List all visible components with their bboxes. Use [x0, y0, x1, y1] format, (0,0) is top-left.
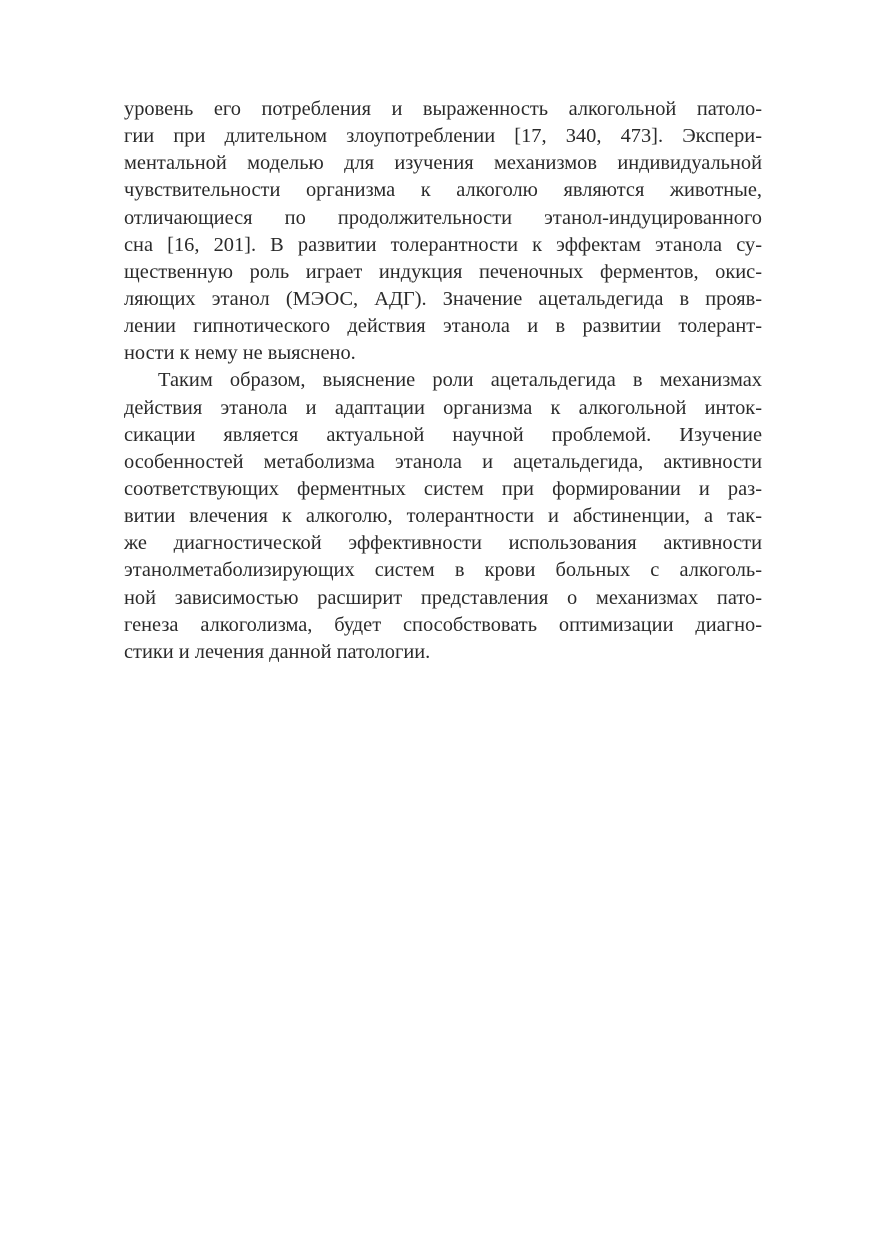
text-line: сна [16, 201]. В развитии толерантности к эффектам этанола су- — [124, 233, 762, 256]
text-line: отличающиеся по продолжительности этанол-индуцированного — [124, 206, 762, 229]
text-line: особенностей метаболизма этанола и ацетальдегида, активности — [124, 450, 762, 473]
text-line: сикации является актуальной научной проблемой. Изучение — [124, 423, 762, 446]
text-line: стики и лечения данной патологии. — [124, 640, 431, 663]
text-line: этанолметаболизирующих систем в крови больных с алкоголь- — [124, 559, 762, 582]
text-line: щественную роль играет индукция печеночных ферментов, окис- — [124, 260, 762, 283]
text-line: же диагностической эффективности использования активности — [124, 532, 762, 555]
text-line: уровень его потребления и выраженность алкогольной патоло- — [124, 98, 762, 120]
text-line: ментальной моделью для изучения механизмов индивидуальной — [124, 152, 762, 175]
text-line: лении гипнотического действия этанола и в развитии толерант- — [124, 315, 762, 338]
body-text — [124, 96, 762, 666]
text-line: ной зависимостью расширит представления о механизмах пато- — [124, 586, 762, 609]
text-line: ляющих этанол (МЭОС, АДГ). Значение ацетальдегида в прояв- — [124, 287, 762, 310]
text-line: соответствующих ферментных систем при формировании и раз- — [124, 477, 762, 500]
text-line: витии влечения к алкоголю, толерантности и абстиненции, а так- — [124, 505, 762, 528]
text-line: чувствительности организма к алкоголю являются животные, — [124, 179, 762, 202]
text-line: действия этанола и адаптации организма к алкогольной инток- — [124, 396, 762, 419]
text-line: ности к нему не выяснено. — [124, 342, 356, 365]
paragraph-2 — [124, 367, 762, 666]
text-line: генеза алкоголизма, будет способствовать оптимизации диагно- — [124, 613, 762, 636]
text-line: гии при длительном злоупотреблении [17, 340, 473]. Экспери- — [124, 125, 762, 148]
paragraph-1 — [124, 96, 762, 367]
text-line: Таким образом, выяснение роли ацетальдегида в механизмах — [158, 369, 762, 392]
